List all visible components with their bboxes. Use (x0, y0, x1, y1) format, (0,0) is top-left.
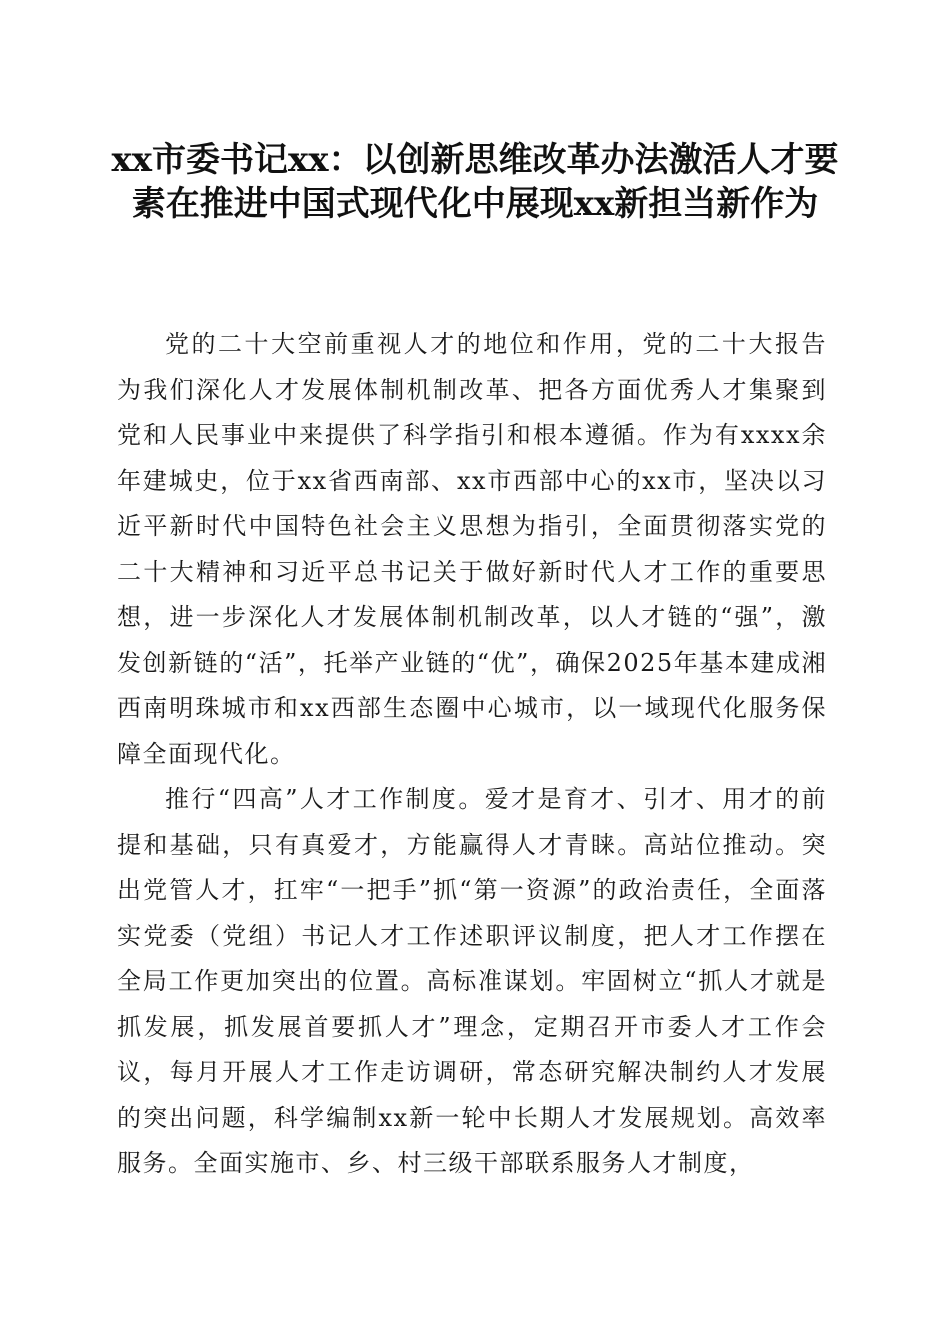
paragraph-intro: 党的二十大空前重视人才的地位和作用，党的二十大报告为我们深化人才发展体制机制改革、把各方面优秀人才集聚到党和人民事业中来提供了科学指引和根本遵循。作为有xxxx余年建城史，位于xx省西南部、xx市西部中心的xx市，坚决以习近平新时代中国特色社会主义思想为指引，全面贯彻落实党的二十大精神和习近平总书记关于做好新时代人才工作的重要思想，进一步深化人才发展体制机制改革，以人才链的“强”，激发创新链的“活”，托举产业链的“优”，确保2025年基本建成湘西南明珠城市和xx西部生态圈中心城市，以一域现代化服务保障全面现代化。 (117, 330, 827, 768)
paragraph-four-high: 推行“四高”人才工作制度。爱才是育才、引才、用才的前提和基础，只有真爱才，方能赢得人才青睐。高站位推动。突出党管人才，扛牢“一把手”抓“第一资源”的政治责任，全面落实党委（党组）书记人才工作述职评议制度，把人才工作摆在全局工作更加突出的位置。高标准谋划。牢固树立“抓人才就是抓发展，抓发展首要抓人才”理念，定期召开市委人才工作会议，每月开展人才工作走访调研，常态研究解决制约人才发展的突出问题，科学编制xx新一轮中长期人才发展规划。高效率服务。全面实施市、乡、村三级干部联系服务人才制度， (117, 785, 827, 1177)
document-body (117, 322, 827, 1187)
document-title: xx市委书记xx：以创新思维改革办法激活人才要素在推进中国式现代化中展现xx新担当新作为 (111, 140, 839, 224)
